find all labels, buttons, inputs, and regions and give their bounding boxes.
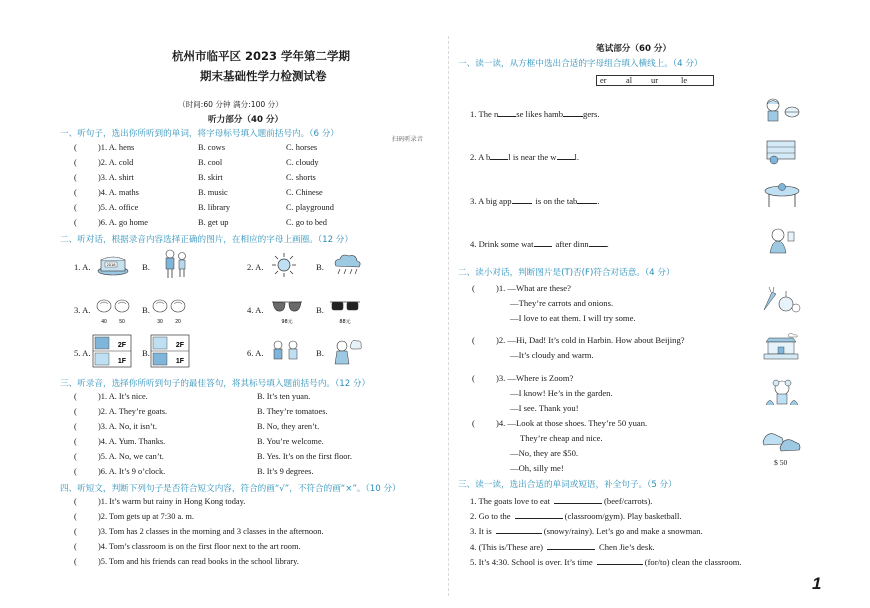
answer-paren[interactable]: ( [74,467,77,476]
answer-paren[interactable]: ( [74,422,77,431]
answer-paren[interactable]: ( [74,542,77,551]
price-label: 98元 [281,319,293,325]
floor-label: 1F [175,358,185,365]
pic-item-2-b-label[interactable]: B. [316,262,324,272]
answer-paren[interactable]: ( [74,392,77,401]
answer-blank[interactable] [515,510,563,519]
dialogue-line: —I know! He’s in the garden. [510,388,613,398]
answer-blank[interactable] [577,195,600,206]
sunglasses-picture-a [270,296,304,326]
sentence-text: (classroom/gym). Play basketball. [564,511,682,521]
pic-item-4-b-label[interactable]: B. [316,305,324,315]
dialogue-line: )4. —Look at those shoes. They’re 50 yuan. [496,418,648,428]
written-heading: 笔试部分（60 分） [596,44,672,54]
answer-blank[interactable] [589,238,607,247]
pic-item-5-b-label[interactable]: B. [142,348,150,358]
fill-sentence-4 [470,541,655,552]
fill-question-2 [470,151,579,162]
option-c: C. playground [286,203,334,212]
answer-paren[interactable]: ( [472,373,475,383]
question-text: l. [574,152,580,162]
sentence-text: (beef/carrots). [604,496,653,506]
answer-paren[interactable]: ( [74,437,77,446]
option-b: B. cool [198,158,223,167]
answer-paren[interactable]: ( [472,283,475,293]
pic-item-6-b-label[interactable]: B. [316,348,324,358]
statement-text: )4. Tom’s classroom is on the first floor next to the art room. [98,542,301,551]
price-label: 50 [119,319,125,325]
option-c: C. Chinese [286,188,323,197]
vegetables-picture [758,286,802,316]
option-a: )3. A. No, it isn’t. [98,422,157,431]
option-b: B. get up [198,218,229,227]
dialogue-line: —I love to eat them. I will try some. [510,313,636,323]
listening-heading: 听力部分（40 分） [208,115,284,125]
dialogue-line: —It’s cloudy and warm. [510,350,594,360]
pic-item-2-a-label[interactable]: 2. A. [247,262,264,272]
answer-blank[interactable] [490,151,508,160]
floor-label: 2F [175,342,185,349]
sentence-text: 1. The goats love to eat [470,496,551,506]
sentence-text: 5. It’s 4:30. School is over. It’s time [470,557,593,567]
pic-item-3-a-label[interactable]: 3. A. [74,305,91,315]
fruit-price-picture-a [94,294,134,326]
answer-paren[interactable]: ( [74,557,77,566]
sentence-text: (snowy/rainy). Let’s go and make a snowman. [543,526,703,536]
answer-blank[interactable] [557,151,575,160]
boy-drinking-picture [764,226,802,254]
listening-s2-heading: 二、听对话，根据录音内容选择正确的图片，在相应的字母上画圈。（12 分） [60,235,353,245]
scan-note: 扫码听录音 [392,136,423,143]
time-info: （时间:60 分钟 满分:100 分） [178,100,283,109]
dialogue-line: —I see. Thank you! [510,403,579,413]
listening-s1-heading: 一、听句子，选出你所听到的单词，将字母标号填入题前括号内。（6 分） [60,129,339,139]
listening-s4-heading: 四、听短文，判断下列句子是否符合短文内容，符合的画“√”，不符合的画“×”。（10 分） [60,484,401,494]
sentence-text: 3. It is [470,526,492,536]
answer-paren[interactable]: ( [74,452,77,461]
fill-sentence-1 [470,495,652,506]
option-b: B. It’s 9 degrees. [257,467,314,476]
dialogue-line: —No, they are $50. [510,448,579,458]
question-text: se likes hamb [516,109,564,119]
letter-choice: le [681,76,688,85]
fruit-price-picture-b [150,294,190,326]
question-text: 4. Drink some wat [470,239,534,249]
cake-picture [96,252,130,276]
question-text: is on the tab [535,196,578,206]
option-c: C. cloudy [286,158,319,167]
pic-item-1-a-label[interactable]: 1. A. [74,262,91,272]
answer-paren[interactable]: ( [74,203,77,212]
ball-wall-picture [764,138,800,166]
option-b: B. No, they aren’t. [257,422,320,431]
sentence-text: 2. Go to the [470,511,511,521]
shoes-picture [760,424,804,454]
answer-blank[interactable] [554,495,602,504]
option-b: B. They’re tomatoes. [257,407,328,416]
option-a: )5. A. office [98,203,139,212]
statement-text: )3. Tom has 2 classes in the morning and 3 classes in the afternoon. [98,527,324,536]
sun-picture [270,252,298,278]
option-b: B. library [198,203,231,212]
option-c: C. horses [286,143,318,152]
question-text: 3. A big app [470,196,512,206]
option-b: B. You’re welcome. [257,437,324,446]
sentence-text: 4. (This is/These are) [470,542,544,552]
nurse-burger-picture [762,96,802,122]
price-label: 88元 [339,319,351,325]
question-text: 1. The n [470,109,499,119]
floor-sign-picture-b [150,334,190,368]
price-label: 40 [101,319,107,325]
option-a: )4. A. Yum. Thanks. [98,437,166,446]
floor-label: 1F [117,358,127,365]
exam-title-line2: 期末基础性学力检测试卷 [200,69,327,83]
fill-sentence-2 [470,510,682,521]
option-b: B. music [198,188,228,197]
option-a: )5. A. No, we can’t. [98,452,164,461]
fill-question-3 [470,195,599,206]
question-text: 2. A b [470,152,491,162]
answer-paren[interactable]: ( [472,335,475,345]
sentence-text: Chen Jie’s desk. [599,542,655,552]
option-a: )2. A. They’re goats. [98,407,168,416]
answer-paren[interactable]: ( [74,218,77,227]
question-text: after dinn [555,239,589,249]
answer-paren[interactable]: ( [74,158,77,167]
question-text: . [606,239,609,249]
floor-label: 2F [117,342,127,349]
answer-paren[interactable]: ( [74,512,77,521]
pic-item-4-a-label[interactable]: 4. A. [247,305,264,315]
answer-blank[interactable] [498,108,516,117]
answer-paren[interactable]: ( [74,527,77,536]
fill-question-4 [470,238,609,249]
pic-item-3-b-label[interactable]: B. [142,305,150,315]
answer-blank[interactable] [496,525,542,534]
exam-title-line1: 杭州市临平区 2023 学年第二学期 [172,49,351,63]
dialogue-line: —They’re carrots and onions. [510,298,614,308]
written-s2-heading: 二、读小对话，判断图片是(T)否(F)符合对话意。（4 分） [458,268,675,278]
pic-item-5-a-label[interactable]: 5. A. [74,348,91,358]
answer-paren[interactable]: ( [472,418,475,428]
fill-sentence-5 [470,556,742,567]
written-s3-heading: 三、读一读，选出合适的单词或短语，补全句子。（5 分） [458,480,677,490]
fill-question-1 [470,108,600,119]
answer-blank[interactable] [512,195,532,204]
option-a: )1. A. hens [98,143,135,152]
beijing-gate-picture [760,332,802,362]
page-number: 1 [812,574,822,593]
answer-paren[interactable]: ( [74,143,77,152]
cloud-rain-picture [330,252,364,278]
statement-text: )2. Tom gets up at 7:30 a. m. [98,512,195,521]
girl-cloud-picture [330,336,364,366]
option-a: )4. A. maths [98,188,139,197]
question-text: gers. [583,109,600,119]
dialogue-line: )3. —Where is Zoom? [496,373,574,383]
option-a: )2. A. cold [98,158,134,167]
sunglasses-picture-b [328,296,362,326]
statement-text: )1. It’s warm but rainy in Hong Kong today. [98,497,246,506]
option-b: B. skirt [198,173,223,182]
option-b: B. cows [198,143,225,152]
question-text: . [597,196,600,206]
price-label: 20 [175,319,181,325]
option-a: )6. A. It’s 9 o’clock. [98,467,166,476]
letter-choice: er [600,76,607,85]
answer-blank[interactable] [547,541,595,550]
answer-blank[interactable] [534,238,552,247]
option-a: )6. A. go home [98,218,149,227]
answer-blank[interactable] [563,108,583,117]
shoe-price-tag: $ 50 [774,458,788,467]
floor-sign-picture-a [92,334,132,368]
zoom-garden-picture [762,378,802,406]
statement-text: )5. Tom and his friends can read books in the school library. [98,557,299,566]
letter-choice: ur [651,76,658,85]
question-text: l is near the w [508,152,557,162]
pic-item-6-a-label[interactable]: 6. A. [247,348,264,358]
apple-table-picture [762,182,802,208]
option-b: B. It’s ten yuan. [257,392,311,401]
option-c: C. go to bed [286,218,327,227]
dialogue-line: )1. —What are these? [496,283,571,293]
cake-tag-text: 2018 [106,262,116,267]
dialogue-line: )2. —Hi, Dad! It’s cold in Harbin. How about Beijing? [496,335,685,345]
answer-blank[interactable] [597,556,643,565]
option-a: )3. A. shirt [98,173,134,182]
listening-s3-heading: 三、听录音，选择你所听到句子的最佳答句，将其标号填入题前括号内。（12 分） [60,379,371,389]
answer-paren[interactable]: ( [74,497,77,506]
price-label: 30 [157,319,163,325]
option-a: )1. A. It’s nice. [98,392,148,401]
option-c: C. shorts [286,173,316,182]
dialogue-line: —Oh, silly me! [510,463,564,473]
answer-paren[interactable]: ( [74,173,77,182]
option-b: B. Yes. It’s on the first floor. [257,452,352,461]
people-picture [160,248,190,280]
letter-choice-box [596,75,714,86]
answer-paren[interactable]: ( [74,188,77,197]
kids-picture-a [268,338,304,366]
fill-sentence-3 [470,525,703,536]
sentence-text: (for/to) clean the classroom. [644,557,742,567]
written-s1-heading: 一、读一读，从方框中选出合适的字母组合填入横线上。（4 分） [458,59,703,69]
dialogue-line: They’re cheap and nice. [520,433,603,443]
letter-choice: al [626,76,633,85]
answer-paren[interactable]: ( [74,407,77,416]
page-divider [448,36,449,596]
pic-item-1-b-label[interactable]: B. [142,262,150,272]
